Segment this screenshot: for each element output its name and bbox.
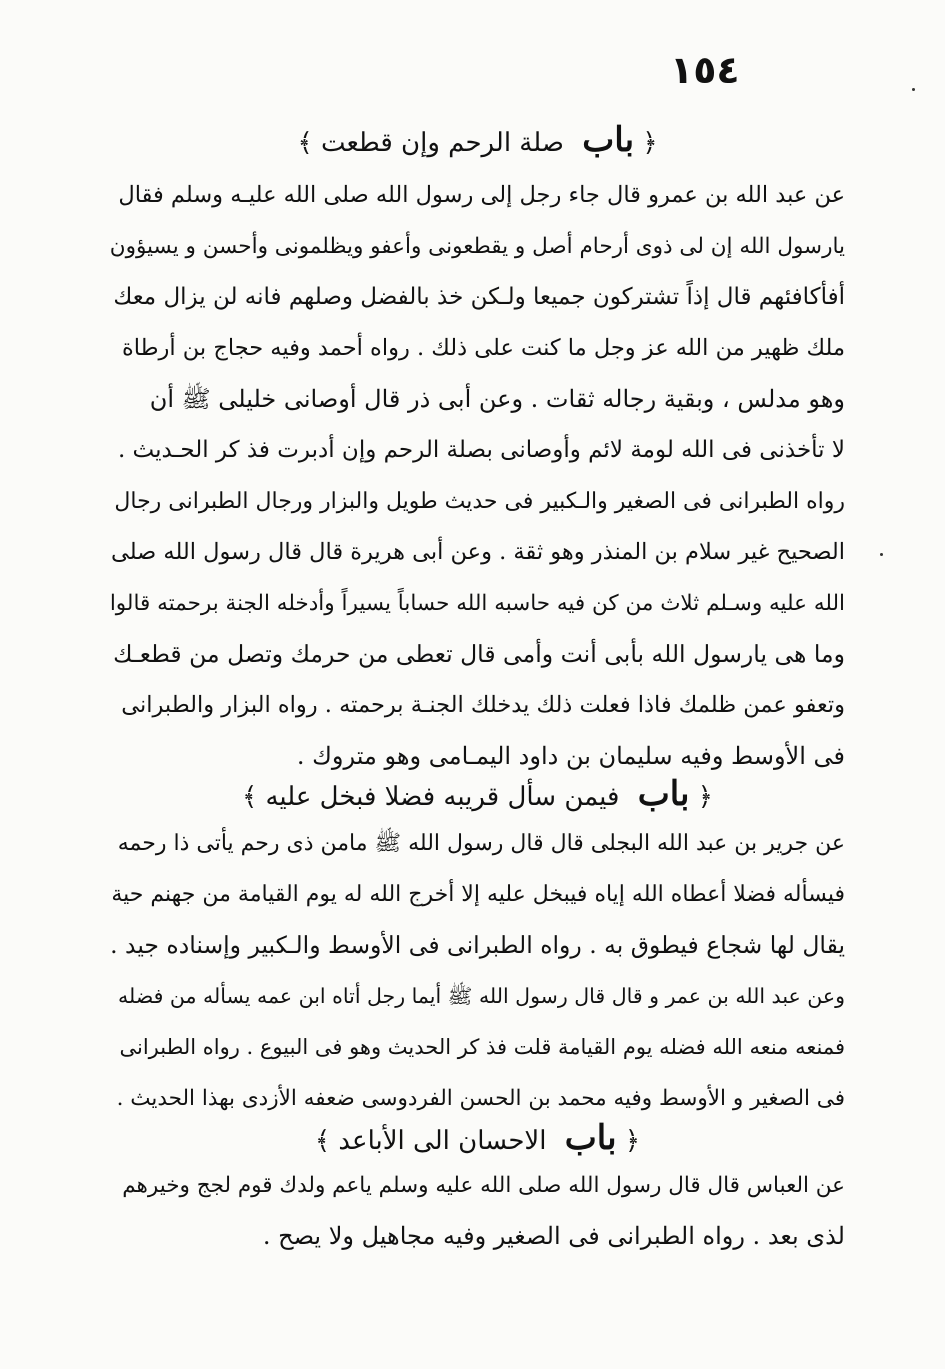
text-line: عن العباس قال قال رسول الله صلى الله عليه وسلم ياعم ولدك قوم لجج وخيرهم: [122, 1173, 845, 1198]
section-body-1: [110, 170, 845, 782]
text-line: فمنعه منعه الله فضله يوم القيامة قلت فذ كر الحديث وهو فى البيوع . رواه الطبرانى: [119, 1035, 845, 1059]
section-title: فيمن سأل قريبه فضلا فبخل عليه: [265, 782, 620, 812]
section-heading-1: [110, 118, 845, 165]
section-title: الاحسان الى الأباعد: [338, 1126, 547, 1156]
chapter-word: باب: [582, 120, 635, 160]
text-line: وما هى يارسول الله بأبى أنت وأمى قال تعطى من حرمك وتصل من قطعـك: [113, 640, 845, 668]
ornate-bracket-open: ﴿: [697, 782, 714, 812]
ornate-bracket-open: ﴿: [642, 128, 658, 158]
section-heading-3: [110, 1116, 845, 1163]
text-line: وتعفو عمن ظلمك فاذا فعلت ذلك يدخلك الجنـة برحمته . رواه البزار والطبرانى: [121, 692, 845, 718]
ornate-bracket-close: ﴾: [314, 1126, 331, 1156]
chapter-word: باب: [564, 1118, 617, 1158]
text-line: عن جرير بن عبد الله البجلى قال قال رسول الله ﷺ مامن ذى رحم يأتى ذا رحمه: [117, 831, 845, 856]
text-line: فى الصغير و الأوسط وفيه محمد بن الحسن الفردوسى ضعفه الأزدى بهذا الحديث .: [116, 1086, 845, 1111]
ornate-bracket-close: ﴾: [297, 128, 313, 158]
stray-mark: [880, 553, 883, 556]
page-number: ١٥٤: [670, 48, 740, 92]
stray-mark: [912, 88, 915, 91]
text-line: لذى بعد . رواه الطبرانى فى الصغير وفيه مجاهيل ولا يصح .: [262, 1222, 845, 1250]
section-title: صلة الرحم وإن قطعت: [320, 128, 564, 158]
text-line: فى الأوسط وفيه سليمان بن داود اليمـامى وهو متروك .: [296, 742, 845, 770]
text-line: الصحيح غير سلام بن المنذر وهو ثقة . وعن أبى هريرة قال قال رسول الله صلى: [110, 539, 845, 565]
text-line: يارسول الله إن لى ذوى أرحام أصل و يقطعونى وأعفو ويظلمونى وأحسن و يسيؤون: [110, 234, 845, 259]
text-line: وعن عبد الله بن عمر و قال قال رسول الله ﷺ أيما رجل أتاه ابن عمه يسأله من فضله: [118, 984, 845, 1008]
chapter-word: باب: [637, 774, 690, 814]
text-line: رواه الطبرانى فى الصغير والـكبير فى حديث طويل والبزار ورجال الطبرانى رجال: [114, 489, 845, 514]
text-line: أفأكافئهم قال إذاً تشتركون جميعا ولـكن خذ بالفضل وصلهم فانه لن يزال معك: [113, 284, 845, 310]
section-heading-2: [110, 772, 845, 819]
section-body-2: [110, 818, 845, 1124]
text-line: يقال لها شجاع فيطوق به . رواه الطبرانى فى الأوسط والـكبير وإسناده جيد .: [110, 931, 845, 959]
text-line: لا تأخذنى فى الله لومة لائم وأوصانى بصلة الرحم وإن أدبرت فذ كر الحـديث .: [117, 437, 845, 463]
ornate-bracket-open: ﴿: [624, 1126, 641, 1156]
section-body-3: [110, 1160, 845, 1262]
text-line: ملك ظهير من الله عز وجل ما كنت على ذلك . رواه أحمد وفيه حجاج بن أرطاة: [121, 335, 845, 361]
text-line: وهو مدلس ، وبقية رجاله ثقات . وعن أبى ذر قال أوصانى خليلى ﷺ أن: [149, 385, 845, 413]
text-line: الله عليه وسـلم ثلاث من كن فيه حاسبه الله حساباً يسيراً وأدخله الجنة برحمته قالوا: [110, 591, 845, 616]
text-line: عن عبد الله بن عمرو قال جاء رجل إلى رسول الله صلى الله عليـه وسلم فقال: [118, 182, 845, 208]
ornate-bracket-close: ﴾: [241, 782, 258, 812]
text-line: فيسأله فضلا أعطاه الله إياه فيبخل عليه إلا أخرج الله له يوم القيامة من جهنم حية: [111, 882, 845, 907]
